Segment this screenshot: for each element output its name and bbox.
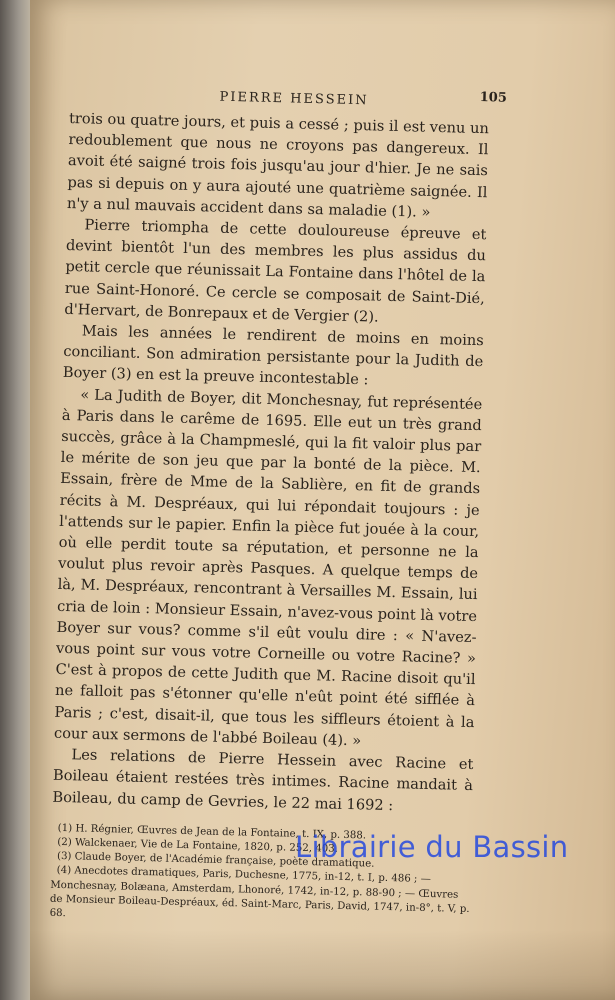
running-title: PIERRE HESSEIN: [219, 89, 369, 109]
paragraph: Pierre triompha de cette douloureuse épreuve et devint bientôt l'un des membres les plus assidus du petit cercle que réunissait La Fontaine dans l'hôtel de la rue Saint-Honoré. Ce cercle se composait de Saint-Dié, d'Hervart, de Bonrepaux et de Vergier (2).: [64, 216, 487, 326]
paragraph: Mais les années le rendirent de moins en moins conciliant. Son admiration persistante pour la Judith de Boyer (3) en est la preuve incontestable :: [62, 322, 484, 389]
book-spine-edge: [0, 0, 34, 1000]
paragraph: Les relations de Pierre Hessein avec Racine et Boileau étaient restées très intimes. Racine mandait à Boileau, du camp de Gevries, le 22 mai 1692 :: [52, 746, 474, 814]
paragraph: trois ou quatre jours, et puis a cessé ; puis il est venu un redoublement que nous ne croyons pas dangereux. Il avoit été saigné trois fois jusqu'au jour d'hier. Je ne sais pas si depuis on y aura ajouté une quatrième saignée. Il n'y a nul mauvais accident dans sa maladie (1). »: [66, 109, 490, 221]
body-text: [52, 108, 489, 818]
footnote: (3) Claude Boyer, de l'Académie française, poète dramatique.: [56, 851, 375, 870]
seller-watermark: Librairie du Bassin: [295, 830, 569, 864]
page-shadow: [30, 930, 615, 1000]
footnote: (2) Walckenaer, Vie de La Fontaine, 1820, p. 252, 403.: [57, 836, 339, 855]
footnote: (4) Anecdotes dramatiques, Paris, Duchesne, 1775, in-12, t. I, p. 486 ; — Monchesnay, Bolæana, Amsterdam, Lhonoré, 1742, in-12, p. 88-90 ; — Œuvres de Monsieur Boileau-Despréaux, éd. Saint-Marc, Paris, David, 1747, in-8°, t. V, p. 68.: [49, 865, 470, 920]
quotation-paragraph: « La Judith de Boyer, dit Monchesnay, fut représentée à Paris dans le carême de 1695. Elle eut un très grand succès, grâce à la Champmeslé, qui la fit valoir plus par le mérite de son jeu que par la bonté de la pièce. M. Essain, frère de Mme de la Sablière, en fit de grands récits à M. Despréaux, qui lui répondait toujours : je l'attends sur le papier. Enfin la pièce fut jouée à la cour, où elle perdit toute sa réputation, et personne ne la voulut plus revoir après Pasques. A quelque temps de là, M. Despréaux, rencontrant à Versailles M. Essain, lui cria de loin : Monsieur Essain, n'avez-vous point là votre Boyer sur vous? comme s'il eût voulu dire : « N'avez-vous point sur vous votre Corneille ou votre Racine? » C'est à propos de cette Judith que M. Racine disoit qu'il ne falloit pas s'étonner qu'elle n'eût point été sifflée à Paris ; c'est, disait-il, que tous les siffleurs étoient à la cour aux sermons de l'abbé Boileau (4). »: [53, 385, 483, 750]
page-number: 105: [479, 90, 508, 106]
page-text-block: [49, 80, 508, 931]
footnote: (1) H. Régnier, Œuvres de Jean de la Fontaine, t. IX, p. 388.: [57, 822, 367, 842]
